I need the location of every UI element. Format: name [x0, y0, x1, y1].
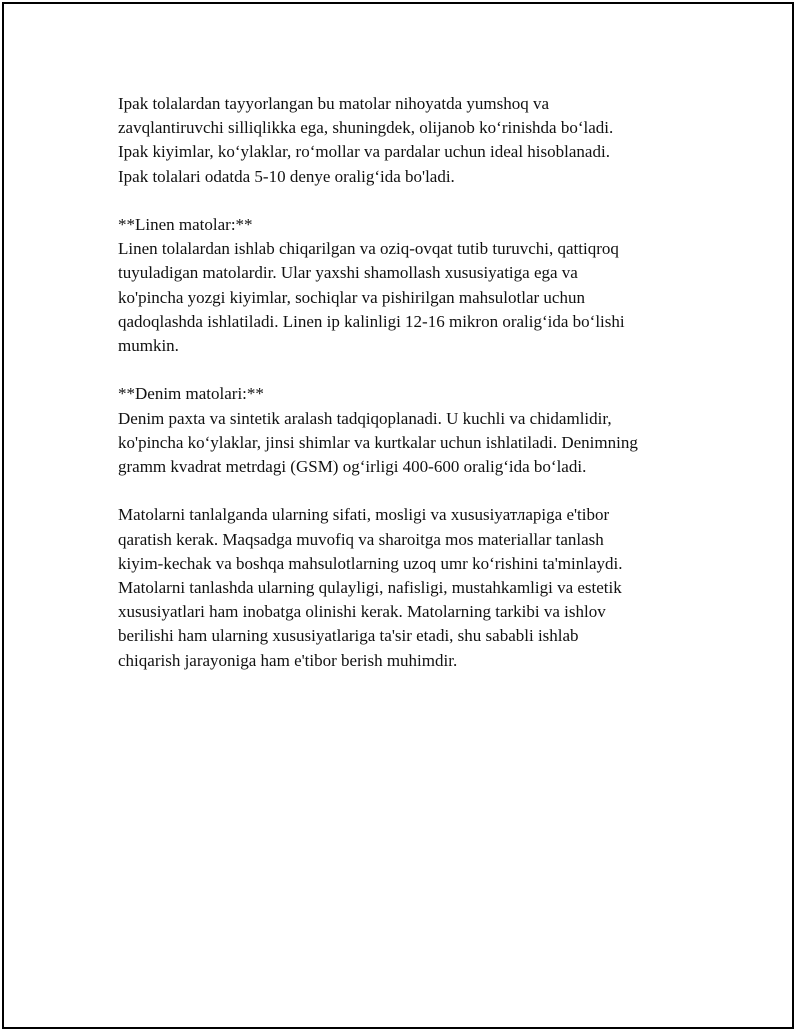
paragraph-spacer [118, 479, 718, 503]
text-line: Denim paxta va sintetik aralash tadqiqoplanadi. U kuchli va chidamlidir, [118, 408, 612, 428]
paragraph-conclusion [118, 503, 718, 672]
paragraph-spacer [118, 358, 718, 382]
text-line: qadoqlashda ishlatiladi. Linen ip kalinligi 12-16 mikron oralig‘ida bo‘lishi [118, 311, 625, 331]
text-line: berilishi ham ularning xususiyatlariga ta'sir etadi, shu sababli ishlab [118, 626, 579, 646]
text-line: qaratish kerak. Maqsadga muvofiq va sharoitga mos materiallar tanlash [118, 529, 604, 549]
paragraph-silk [118, 92, 718, 189]
text-line: mumkin. [118, 336, 179, 356]
section-heading: **Denim matolari:** [118, 384, 264, 404]
paragraph-denim [118, 382, 718, 479]
text-line: Matolarni tanlalganda ularning sifati, mosligi va xususiyатларiga e'tibor [118, 505, 610, 525]
document-body [118, 92, 718, 673]
text-line: Ipak kiyimlar, ko‘ylaklar, ro‘mollar va pardalar uchun ideal hisoblanadi. [118, 142, 610, 162]
text-line: ko'pincha ko‘ylaklar, jinsi shimlar va kurtkalar uchun ishlatiladi. Denimning [118, 432, 638, 452]
text-line: Ipak tolalardan tayyorlangan bu matolar nihoyatda yumshoq va [118, 94, 550, 113]
text-line: Linen tolalardan ishlab chiqarilgan va oziq-ovqat tutib turuvchi, qattiqroq [118, 239, 619, 259]
text-line: chiqarish jarayoniga ham e'tibor berish muhimdir. [118, 650, 458, 670]
paragraph-linen [118, 213, 718, 358]
text-line: ko'pincha yozgi kiyimlar, sochiqlar va pishirilgan mahsulotlar uchun [118, 287, 585, 307]
paragraph-spacer [118, 189, 718, 213]
text-line: Ipak tolalari odatda 5-10 denye oralig‘ida bo'ladi. [118, 166, 455, 186]
text-line: tuyuladigan matolardir. Ular yaxshi shamollash xususiyatiga ega va [118, 263, 578, 283]
section-heading: **Linen matolar:** [118, 215, 253, 234]
text-line: kiyim-kechak va boshqa mahsulotlarning uzoq umr ko‘rishini ta'minlaydi. [118, 553, 623, 573]
text-line: gramm kvadrat metrdagi (GSM) og‘irligi 400-600 oralig‘ida bo‘ladi. [118, 457, 587, 477]
text-line: xususiyatlari ham inobatga olinishi kerak. Matolarning tarkibi va ishlov [118, 602, 606, 622]
text-line: zavqlantiruvchi silliqlikka ega, shuningdek, olijanob ko‘rinishda bo‘ladi. [118, 118, 614, 138]
text-line: Matolarni tanlashda ularning qulayligi, nafisligi, mustahkamligi va estetik [118, 578, 622, 598]
